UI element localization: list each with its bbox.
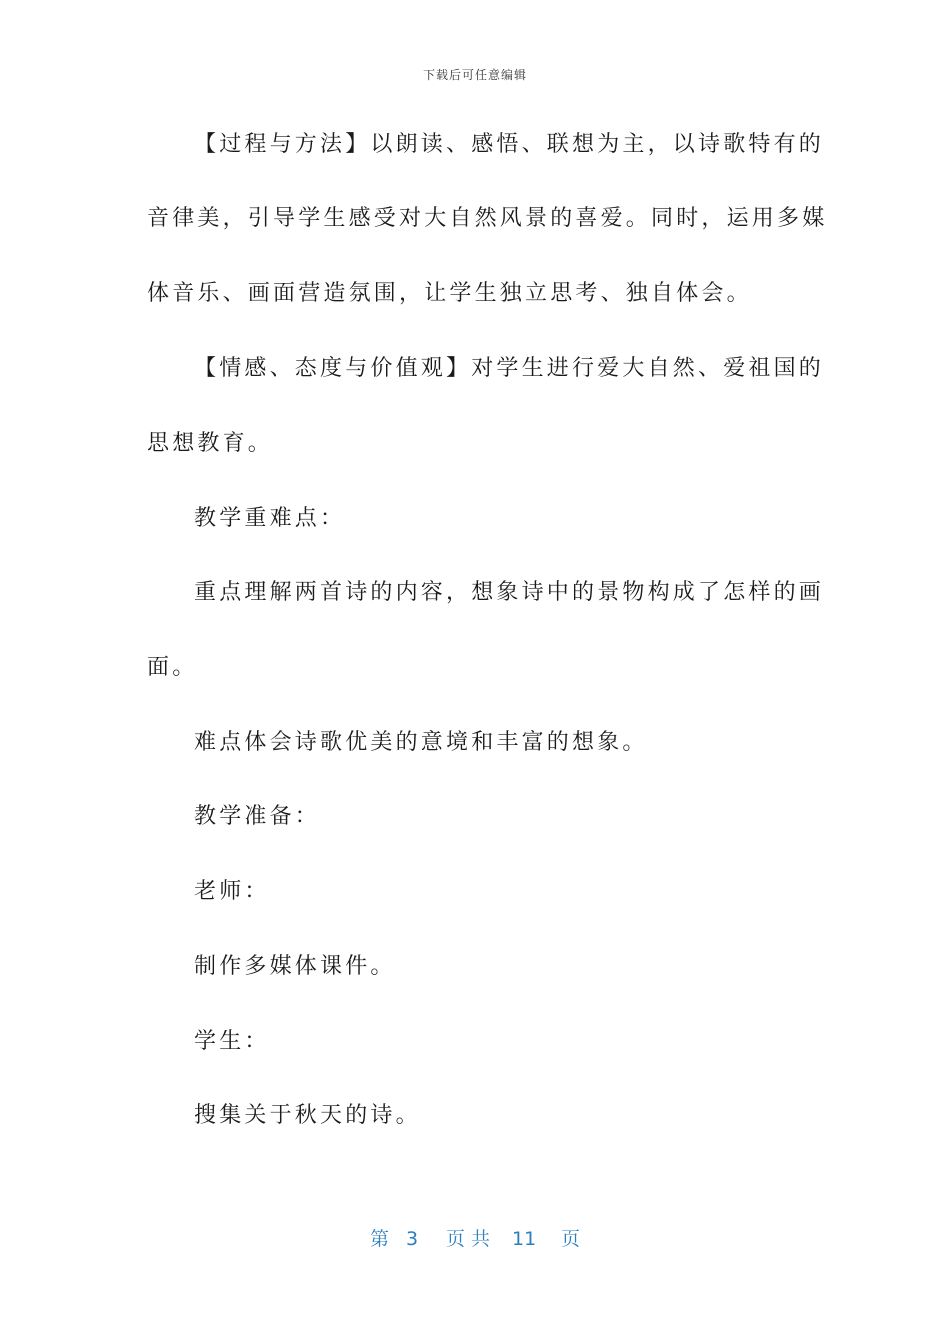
footer-ye: 页	[561, 1228, 581, 1250]
paragraph-line: 难点体会诗歌优美的意境和丰富的想象。	[194, 730, 648, 755]
paragraph-line: 搜集关于秋天的诗。	[194, 1103, 421, 1128]
footer-page-number: 3	[406, 1228, 419, 1250]
paragraph-line: 重点理解两首诗的内容，想象诗中的景物构成了怎样的画	[194, 580, 825, 605]
paragraph-line: 思想教育。	[147, 431, 274, 456]
sub-heading: 老师：	[194, 879, 270, 904]
section-heading: 教学重难点：	[194, 506, 346, 531]
paragraph-line: 音律美，引导学生感受对大自然风景的喜爱。同时，运用多媒	[147, 206, 828, 231]
sub-heading: 学生：	[194, 1029, 270, 1054]
paragraph-line: 制作多媒体课件。	[194, 954, 396, 979]
paragraph-line: 体音乐、画面营造氛围，让学生独立思考、独自体会。	[147, 281, 752, 306]
paragraph-line: 面。	[147, 655, 198, 680]
footer-total-pages: 11	[512, 1228, 537, 1250]
page-header: 下载后可任意编辑	[422, 68, 527, 82]
paragraph-line: 【情感、态度与价值观】对学生进行爱大自然、爱祖国的	[194, 356, 825, 381]
footer-ye-gong: 页 共	[446, 1228, 491, 1250]
paragraph-line: 【过程与方法】以朗读、感悟、联想为主，以诗歌特有的	[194, 132, 825, 157]
section-heading: 教学准备：	[194, 804, 321, 829]
footer-di: 第	[370, 1228, 390, 1250]
